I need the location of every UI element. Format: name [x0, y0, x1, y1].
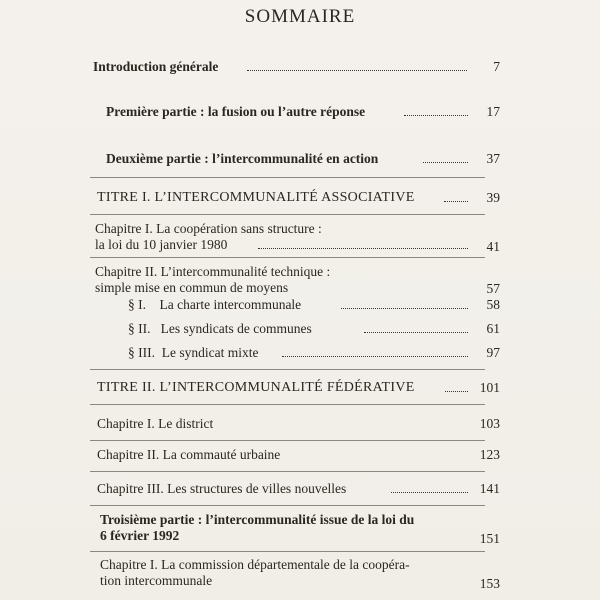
toc-entry-label-line2: la loi du 10 janvier 1980	[95, 237, 228, 252]
toc-entry-label: TITRE I. L’INTERCOMMUNALITÉ ASSOCIATIVE	[97, 190, 415, 205]
dot-leader	[445, 380, 468, 392]
toc-entry-label: Introduction générale	[93, 59, 219, 74]
toc-page-number: 37	[486, 151, 500, 166]
toc-entry-label: Chapitre II. La commauté urbaine	[97, 447, 281, 462]
divider	[90, 177, 485, 178]
dot-leader	[282, 345, 468, 357]
toc-entry-label-line2: 6 février 1992	[100, 528, 180, 543]
toc-entry-label-line1: Troisième partie : l’intercommunalité issue de la loi du	[100, 512, 415, 527]
toc-entry-part-three	[0, 512, 600, 544]
divider	[90, 471, 485, 472]
toc-entry-introduction	[0, 59, 600, 75]
toc-entry-chapter-one	[0, 221, 600, 253]
divider	[90, 404, 485, 405]
toc-page-number: 97	[486, 345, 500, 360]
toc-entry-label: Première partie : la fusion ou l’autre réponse	[106, 104, 366, 119]
toc-page-number: 57	[486, 281, 500, 296]
toc-entry-label-line1: Chapitre I. La commission départementale de la coopéra-	[100, 557, 410, 572]
dot-leader	[444, 190, 468, 202]
toc-entry-label: Deuxième partie : l’intercommunalité en action	[106, 151, 379, 166]
toc-page-number: 41	[486, 239, 500, 254]
divider	[90, 551, 485, 552]
toc-entry-label-line2: simple mise en commun de moyens	[95, 280, 289, 295]
toc-page-number: 103	[479, 416, 500, 431]
toc-entry-label: Chapitre III. Les structures de villes nouvelles	[97, 481, 347, 496]
divider	[90, 369, 485, 370]
divider	[90, 214, 485, 215]
toc-entry-district	[0, 416, 600, 432]
toc-entry-section-two	[0, 321, 600, 337]
dot-leader	[247, 59, 467, 71]
toc-entry-villes-nouvelles	[0, 481, 600, 497]
toc-entry-section-three	[0, 345, 600, 361]
divider	[90, 257, 485, 258]
dot-leader	[258, 237, 468, 249]
divider	[90, 440, 485, 441]
toc-page-number: 151	[479, 531, 500, 546]
toc-page-number: 61	[486, 321, 500, 336]
divider	[90, 505, 485, 506]
dot-leader	[391, 481, 468, 493]
toc-entry-titre-one	[0, 190, 600, 206]
toc-page-number: 39	[486, 190, 500, 205]
dot-leader	[341, 297, 468, 309]
toc-entry-label: § III. Le syndicat mixte	[128, 345, 259, 360]
toc-entry-label-line1: Chapitre I. La coopération sans structure :	[95, 221, 322, 236]
toc-entry-label: Chapitre I. Le district	[97, 416, 214, 431]
toc-entry-titre-two	[0, 380, 600, 396]
dot-leader	[423, 151, 468, 163]
dot-leader	[364, 321, 468, 333]
toc-entry-label-line2: tion intercommunale	[100, 573, 213, 588]
dot-leader	[404, 104, 468, 116]
toc-entry-label: TITRE II. L’INTERCOMMUNALITÉ FÉDÉRATIVE	[97, 380, 415, 395]
toc-entry-label: § II. Les syndicats de communes	[128, 321, 312, 336]
toc-page-number: 58	[486, 297, 500, 312]
toc-entry-commission	[0, 557, 600, 589]
toc-entry-part-two	[0, 151, 600, 167]
toc-entry-label-line1: Chapitre II. L’intercommunalité technique :	[95, 264, 331, 279]
toc-page-number: 7	[493, 59, 500, 74]
page-title: SOMMAIRE	[244, 6, 356, 27]
toc-page-number: 153	[479, 576, 500, 591]
toc-entry-chapter-two	[0, 264, 600, 296]
toc-entry-communaute-urbaine	[0, 447, 600, 463]
toc-entry-section-one	[0, 297, 600, 313]
toc-entry-part-one	[0, 104, 600, 120]
toc-page-number: 141	[479, 481, 500, 496]
toc-entry-label: § I. La charte intercommunale	[128, 297, 302, 312]
toc-page-number: 101	[479, 380, 500, 395]
toc-page-number: 17	[486, 104, 500, 119]
toc-page-number: 123	[479, 447, 500, 462]
